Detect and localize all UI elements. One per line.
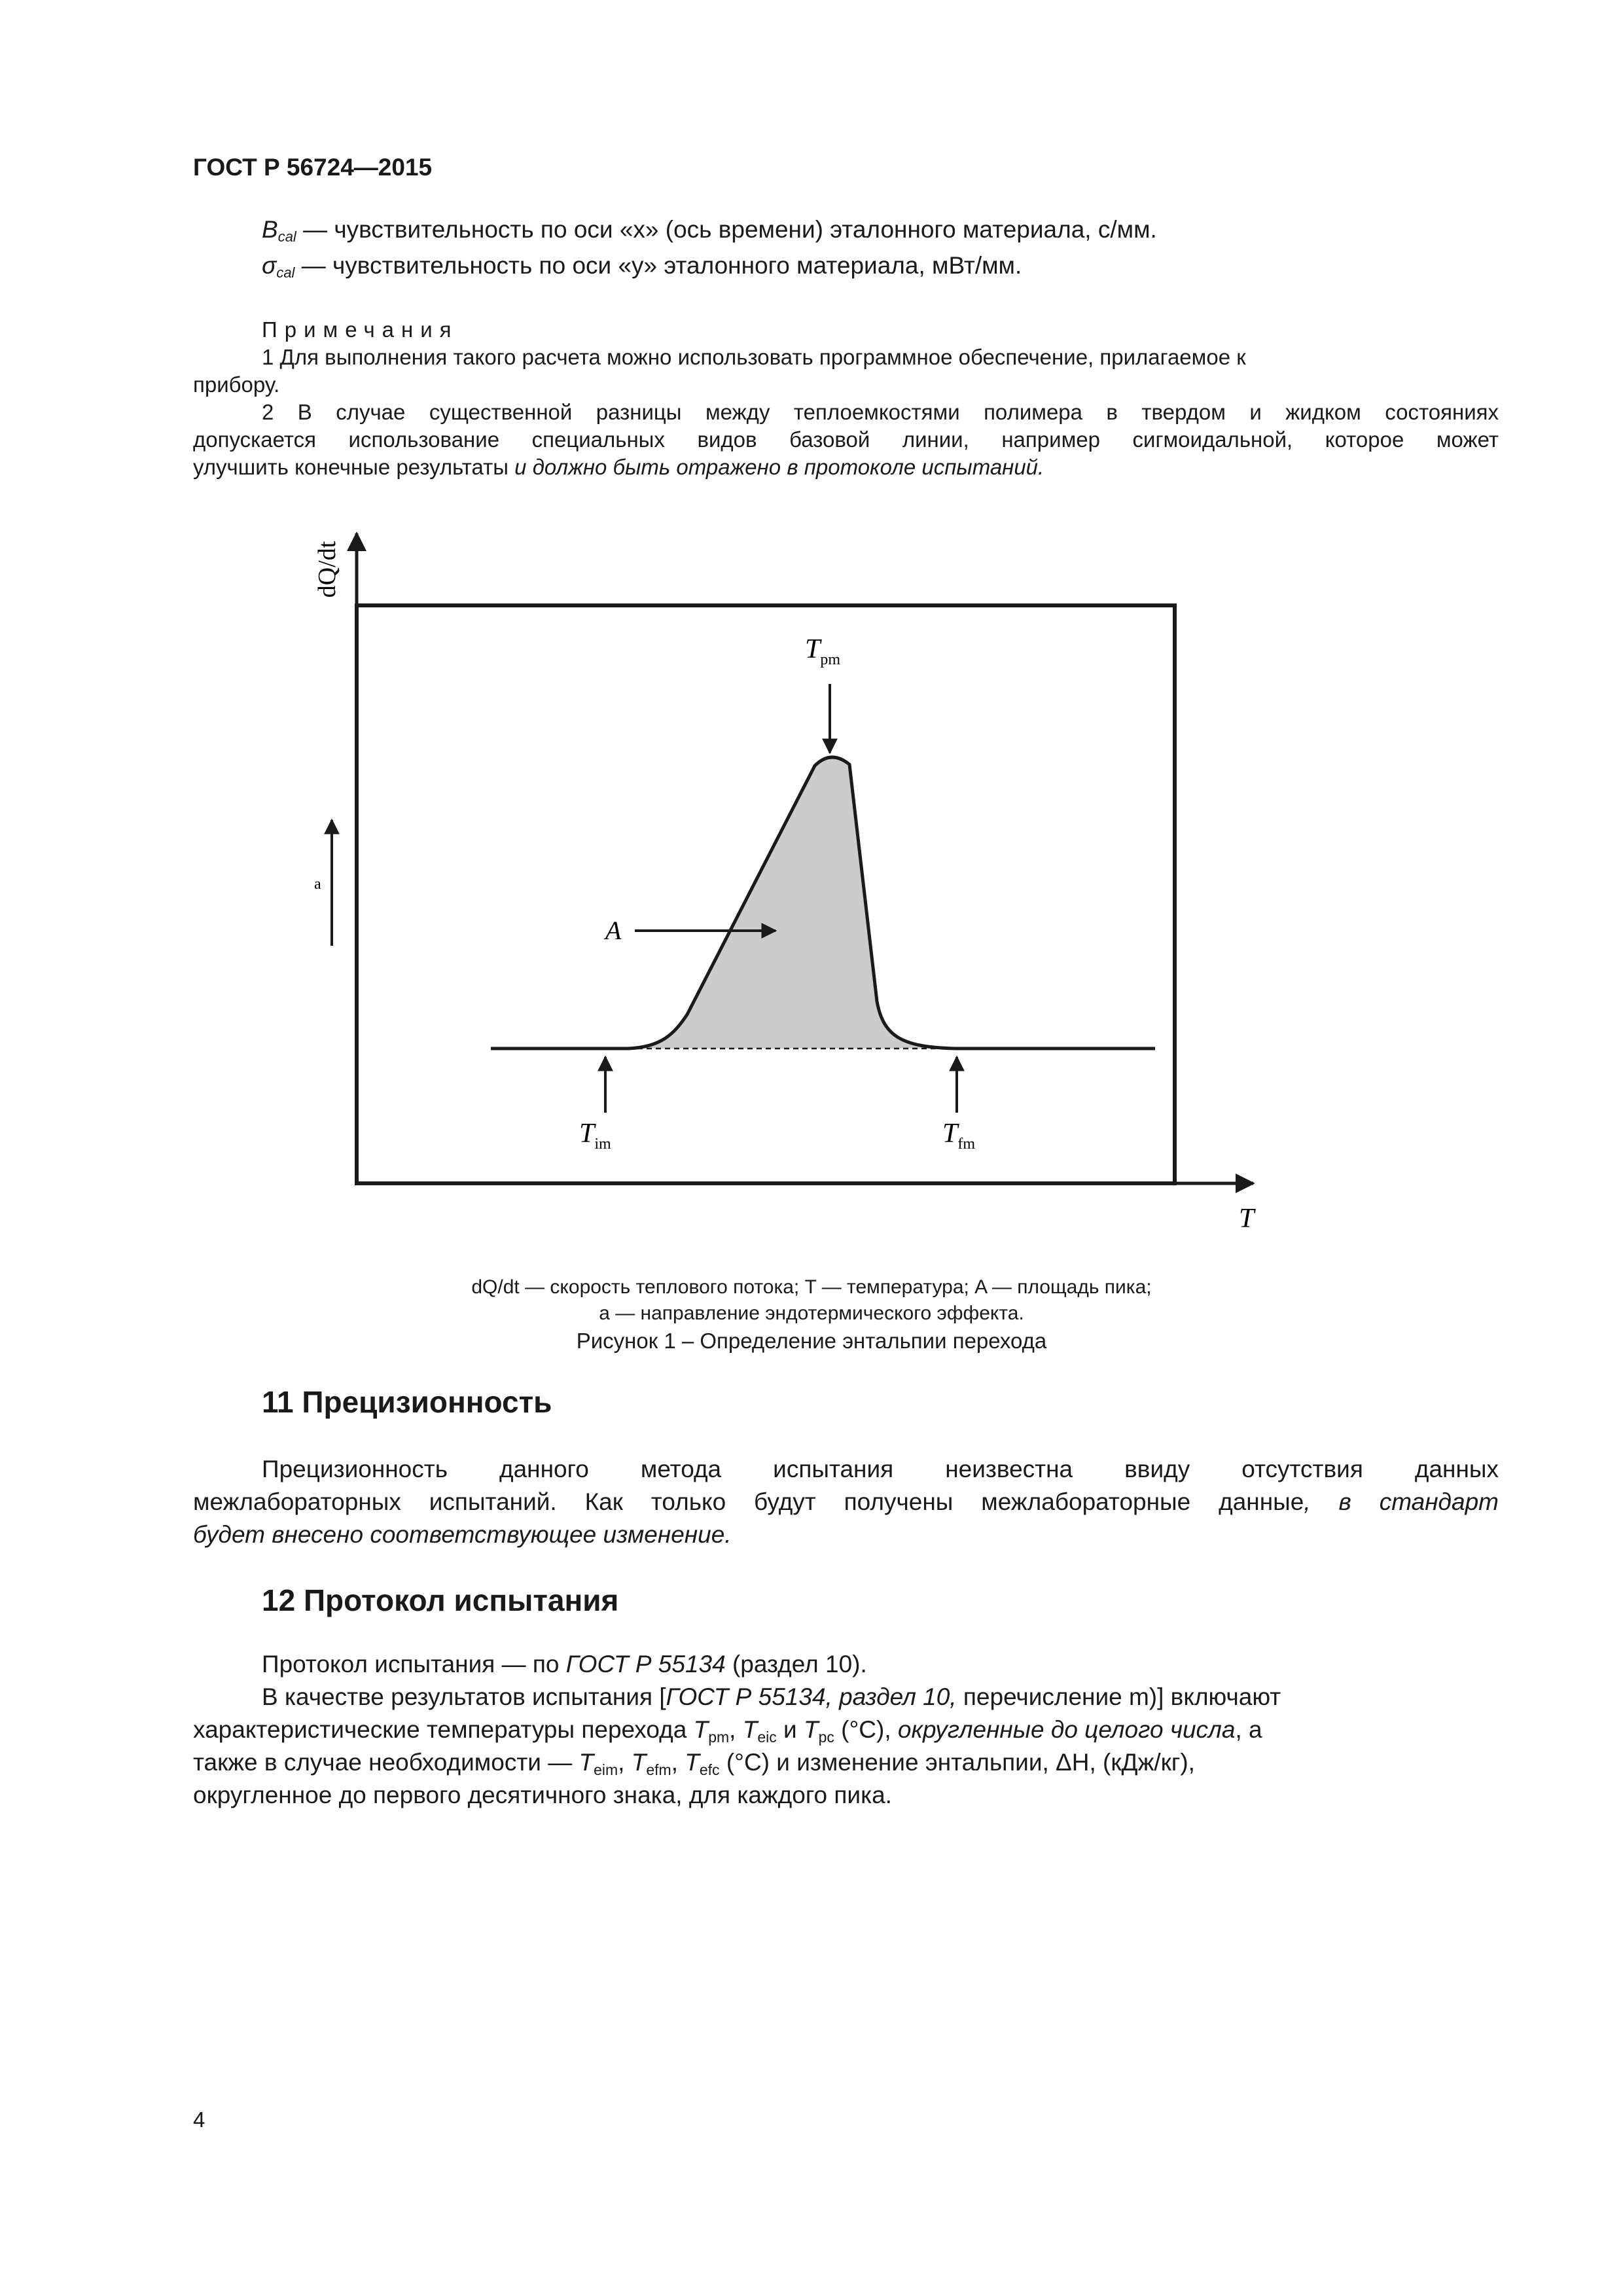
s12-l4-end: (°C) и изменение энтальпии, ΔH, (кДж/кг), [719, 1749, 1195, 1776]
peak-temperature-label: $T_{pm}$ [805, 634, 841, 668]
s12-l3-and: и [776, 1716, 804, 1743]
start-temperature-label: $T_{im}$ [579, 1119, 611, 1153]
s12-l1-plain: Протокол испытания — по [262, 1651, 566, 1677]
s12-l3-italic: округленные до целого числа [897, 1716, 1236, 1743]
peak-area-fill [628, 757, 955, 1049]
b-symbol: B [262, 216, 278, 243]
figure-title: Рисунок 1 – Определение энтальпии перехода [576, 1329, 1047, 1353]
t-eic-sub: eic [757, 1729, 777, 1746]
section-11-line-3-italic: будет внесено соответствующее изменение. [193, 1521, 732, 1548]
section-12-line-3: характеристические температуры перехода Tpm, Teic и Tpc (°C), округленные до целого числа, а [193, 1716, 1262, 1746]
section-11-heading: 11 Прецизионность [262, 1385, 552, 1419]
sigma-definition-text: — чувствительность по оси «y» эталонного материала, мВт/мм. [294, 252, 1022, 279]
sigma-subscript: cal [276, 264, 295, 281]
section-12-line-4: также в случае необходимости — Teim, Tefm, Tefc (°C) и изменение энтальпии, ΔH, (кДж/кг), [193, 1749, 1195, 1778]
page-number: 4 [193, 2108, 205, 2132]
section-12-line-2 [262, 1681, 1281, 1713]
t-pm-sub: pm [708, 1729, 730, 1746]
t-pm-symbol: T [693, 1716, 709, 1743]
sigma-symbol: σ [262, 252, 277, 279]
x-axis-label: T [1239, 1204, 1255, 1234]
section-12-heading: 12 Протокол испытания [262, 1583, 619, 1617]
document-code: ГОСТ Р 56724—2015 [193, 154, 433, 181]
section-11-line-2 [193, 1486, 1499, 1518]
figure-caption-line-2: а — направление эндотермического эффекта. [599, 1302, 1024, 1324]
note-2-line-2: допускается использование специальных видов базовой линии, например сигмоидальной, которое может [193, 427, 1499, 452]
section-11-line-3 [193, 1518, 732, 1551]
figure-caption-line-1: dQ/dt — скорость теплового потока; T — температура; A — площадь пика; [471, 1276, 1152, 1298]
section-12-line-1 [262, 1648, 867, 1681]
note-1-line-1: 1 Для выполнения такого расчета можно использовать программное обеспечение, прилагаемое к [262, 345, 1246, 369]
s12-l3-a: характеристические температуры перехода [193, 1716, 694, 1743]
s12-l1-italic: ГОСТ Р 55134 [565, 1651, 726, 1677]
section-11-line-2-italic: , в стандарт [1304, 1488, 1499, 1515]
t-efc-symbol: T [685, 1749, 700, 1776]
note-2-line-3-plain: улучшить конечные результаты [193, 455, 515, 479]
s12-l4-a: также в случае необходимости — [193, 1749, 579, 1776]
s12-l3-unit: (°C), [834, 1716, 898, 1743]
t-efc-sub: efc [699, 1761, 720, 1778]
t-efm-symbol: T [631, 1749, 647, 1776]
note-1-line-2: прибору. [193, 372, 280, 397]
note-2-line-3-italic: и должно быть отражено в протоколе испытаний. [514, 455, 1044, 479]
section-12-line-5: округленное до первого десятичного знака, для каждого пика. [193, 1782, 892, 1808]
t-pc-symbol: T [803, 1716, 819, 1743]
s12-l2-a: В качестве результатов испытания [ [262, 1683, 666, 1710]
t-eim-symbol: T [579, 1749, 594, 1776]
area-label: A [605, 916, 622, 945]
b-definition-text: — чувствительность по оси «x» (ось времени) эталонного материала, с/мм. [296, 216, 1157, 243]
section-11-line-1: Прецизионность данного метода испытания неизвестна ввиду отсутствия данных [262, 1456, 1499, 1482]
section-11-line-2-plain: межлабораторных испытаний. Как только будут получены межлабораторные данные [193, 1488, 1304, 1515]
notes-heading: Примечания [262, 317, 459, 342]
s12-l2-b: ГОСТ Р 55134, раздел 10, [666, 1683, 957, 1710]
t-efm-sub: efm [646, 1761, 671, 1778]
t-eic-symbol: T [742, 1716, 758, 1743]
end-temperature-label: $T_{fm}$ [942, 1119, 976, 1153]
note-2-line-1: 2 В случае существенной разницы между теплоемкостями полимера в твердом и жидком состояниях [262, 400, 1499, 424]
s12-l2-c: перечисление m)] включают [956, 1683, 1281, 1710]
s12-l3-end: , а [1235, 1716, 1262, 1743]
t-eim-sub: eim [594, 1761, 618, 1778]
s12-l1-end: (раздел 10). [725, 1651, 867, 1677]
t-pc-sub: pc [818, 1729, 834, 1746]
y-axis-label: dQ/dt [313, 541, 341, 598]
direction-label: a [314, 876, 321, 893]
b-subscript: cal [277, 228, 296, 245]
